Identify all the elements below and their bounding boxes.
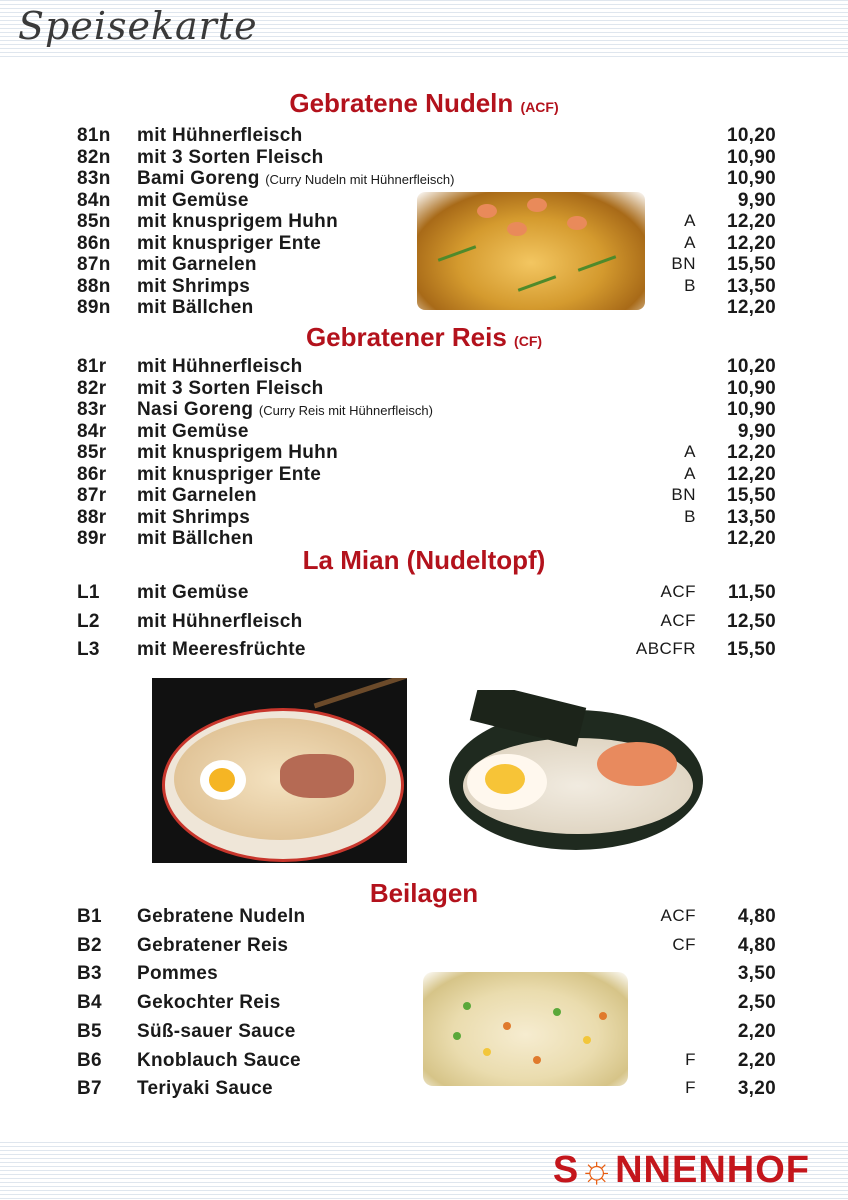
item-name: Pommes xyxy=(137,963,219,985)
item-name xyxy=(137,421,249,443)
item-name xyxy=(137,125,303,147)
item-price: 15,50 xyxy=(726,639,776,660)
fried-noodles-photo xyxy=(417,192,645,310)
item-price: 12,20 xyxy=(726,463,776,485)
item-number: 85r xyxy=(77,442,107,463)
brand-logo xyxy=(553,1149,810,1192)
menu-item xyxy=(0,125,848,147)
item-number: 86n xyxy=(77,232,111,254)
menu-item xyxy=(0,421,848,443)
item-allergens: A xyxy=(684,463,696,483)
item-allergens: CF xyxy=(672,934,696,954)
item-name xyxy=(137,147,324,169)
menu-item xyxy=(0,464,848,486)
item-price: 13,50 xyxy=(726,506,776,528)
item-name-text: mit Hühnerfleisch xyxy=(137,356,303,377)
item-price: 12,20 xyxy=(726,442,776,463)
section-title-text: Gebratene Nudeln xyxy=(289,88,514,118)
item-name xyxy=(137,211,338,233)
item-name: Teriyaki Sauce xyxy=(137,1078,273,1100)
item-price: 4,80 xyxy=(737,934,776,956)
section-title-noodles xyxy=(0,88,848,119)
menu-item xyxy=(0,582,848,604)
item-number: 83r xyxy=(77,399,107,420)
item-name xyxy=(137,485,257,507)
item-number: B1 xyxy=(77,906,102,927)
item-allergens: ACF xyxy=(660,906,696,925)
menu-item xyxy=(0,507,848,529)
fried-rice-photo xyxy=(423,972,628,1086)
item-note: (Curry Reis mit Hühnerfleisch) xyxy=(258,403,433,418)
item-name: Knoblauch Sauce xyxy=(137,1049,301,1071)
section-allergens: (CF) xyxy=(514,333,543,349)
item-name: mit Hühnerfleisch xyxy=(137,610,303,632)
item-number: 82n xyxy=(77,146,111,168)
item-name xyxy=(137,190,249,212)
item-name-text: Nasi Goreng xyxy=(137,399,254,420)
item-price: 10,20 xyxy=(726,125,776,146)
item-name: Gebratene Nudeln xyxy=(137,906,306,927)
menu-item xyxy=(0,356,848,378)
menu-item xyxy=(0,485,848,507)
item-note: (Curry Nudeln mit Hühnerfleisch) xyxy=(265,172,455,187)
item-number: B2 xyxy=(77,934,102,956)
item-name-text: mit 3 Sorten Fleisch xyxy=(137,377,324,399)
item-price: 12,20 xyxy=(726,297,776,318)
item-allergens: B xyxy=(684,506,696,526)
section-title-sides xyxy=(0,878,848,909)
menu-item xyxy=(0,147,848,169)
menu-item xyxy=(0,611,848,633)
item-name: mit Meeresfrüchte xyxy=(137,639,306,660)
item-allergens: F xyxy=(685,1078,696,1098)
item-number: 81r xyxy=(77,356,107,377)
menu-item xyxy=(0,168,848,190)
item-number: 86r xyxy=(77,463,107,485)
item-allergens: A xyxy=(684,442,696,461)
item-allergens: A xyxy=(684,232,696,252)
item-price: 12,50 xyxy=(726,610,776,632)
item-number: B5 xyxy=(77,1020,102,1042)
item-number: 81n xyxy=(77,125,111,146)
menu-item xyxy=(0,378,848,400)
item-number: 87r xyxy=(77,485,107,506)
item-name xyxy=(137,297,254,319)
item-allergens: B xyxy=(684,275,696,295)
item-name xyxy=(137,254,257,276)
item-allergens: ACF xyxy=(660,610,696,630)
item-allergens: A xyxy=(684,211,696,230)
item-name-text: mit knuspriger Ente xyxy=(137,463,322,485)
item-number: 84r xyxy=(77,420,107,442)
item-name-text: mit 3 Sorten Fleisch xyxy=(137,146,324,168)
item-price: 10,90 xyxy=(726,377,776,399)
item-price: 9,90 xyxy=(737,420,776,442)
item-number: 88r xyxy=(77,506,107,528)
item-name-text: mit Shrimps xyxy=(137,506,251,528)
item-allergens: BN xyxy=(671,254,696,273)
item-price: 10,90 xyxy=(726,146,776,168)
item-name-text: Bami Goreng xyxy=(137,168,260,189)
item-number: 84n xyxy=(77,189,111,211)
item-name: mit Gemüse xyxy=(137,582,249,603)
item-price: 10,20 xyxy=(726,356,776,377)
item-name: Gebratener Reis xyxy=(137,934,289,956)
item-name-text: mit Bällchen xyxy=(137,297,254,318)
item-price: 12,20 xyxy=(726,528,776,549)
item-name-text: mit Garnelen xyxy=(137,254,257,275)
item-number: 88n xyxy=(77,275,111,297)
item-price: 10,90 xyxy=(726,168,776,189)
item-number: B7 xyxy=(77,1078,102,1100)
item-name xyxy=(137,399,433,421)
item-name-text: mit Garnelen xyxy=(137,485,257,506)
item-price: 12,20 xyxy=(726,232,776,254)
menu-item xyxy=(0,935,848,957)
item-name xyxy=(137,442,338,464)
item-price: 3,20 xyxy=(737,1078,776,1100)
brand-text-start: S xyxy=(552,1149,580,1191)
seafood-noodle-bowl-photo xyxy=(447,690,705,860)
item-name-text: mit Hühnerfleisch xyxy=(137,125,303,146)
item-name xyxy=(137,378,324,400)
item-name-text: mit Shrimps xyxy=(137,275,251,297)
item-price: 2,20 xyxy=(737,1020,776,1042)
item-name: Gekochter Reis xyxy=(137,992,281,1014)
section-title-text: La Mian (Nudeltopf) xyxy=(302,545,546,575)
item-allergens: F xyxy=(685,1049,696,1069)
menu-item xyxy=(0,639,848,661)
menu-item xyxy=(0,442,848,464)
section-title-text: Gebratener Reis xyxy=(305,322,507,352)
item-price: 2,20 xyxy=(737,1049,776,1071)
item-price: 9,90 xyxy=(737,189,776,211)
item-name-text: mit knusprigem Huhn xyxy=(137,211,338,232)
item-name xyxy=(137,464,321,486)
section-title-text: Beilagen xyxy=(369,878,479,908)
item-number: 83n xyxy=(77,168,111,189)
item-number: B4 xyxy=(77,992,102,1014)
item-number: L2 xyxy=(77,610,100,632)
item-price: 4,80 xyxy=(737,906,776,927)
item-name: Süß-sauer Sauce xyxy=(137,1020,296,1042)
sun-icon: ☼ xyxy=(579,1149,616,1191)
item-number: 89n xyxy=(77,297,111,318)
item-name xyxy=(137,168,454,190)
item-name-text: mit knuspriger Ente xyxy=(137,232,322,254)
item-name xyxy=(137,233,321,255)
item-number: L1 xyxy=(77,582,100,603)
item-price: 2,50 xyxy=(737,992,776,1014)
brand-text-end: NNENHOF xyxy=(615,1149,810,1191)
item-name xyxy=(137,507,250,529)
item-price: 15,50 xyxy=(726,254,776,275)
item-allergens: ABCFR xyxy=(635,639,696,658)
item-number: 87n xyxy=(77,254,111,275)
menu-item xyxy=(0,906,848,928)
item-name xyxy=(137,356,303,378)
item-allergens: BN xyxy=(671,485,696,504)
page-title: Speisekarte xyxy=(18,4,258,48)
item-allergens: ACF xyxy=(660,582,696,601)
item-number: B6 xyxy=(77,1049,102,1071)
menu-item xyxy=(0,399,848,421)
item-name-text: mit Gemüse xyxy=(137,420,249,442)
item-price: 11,50 xyxy=(728,582,776,603)
section-title-rice xyxy=(0,322,848,353)
item-name-text: mit Bällchen xyxy=(137,528,254,549)
item-name-text: mit Gemüse xyxy=(137,189,249,211)
ramen-bowl-photo xyxy=(152,678,407,863)
item-price: 12,20 xyxy=(726,211,776,232)
item-number: B3 xyxy=(77,963,102,985)
item-name-text: mit knusprigem Huhn xyxy=(137,442,338,463)
item-price: 10,90 xyxy=(726,399,776,420)
item-price: 15,50 xyxy=(726,485,776,506)
item-number: 82r xyxy=(77,377,107,399)
section-title-lamian xyxy=(0,545,848,576)
item-number: L3 xyxy=(77,639,100,660)
item-number: 85n xyxy=(77,211,111,232)
item-name xyxy=(137,276,250,298)
item-price: 13,50 xyxy=(726,275,776,297)
item-number: 89r xyxy=(77,528,107,549)
item-price: 3,50 xyxy=(737,963,776,985)
section-allergens: (ACF) xyxy=(520,99,559,115)
